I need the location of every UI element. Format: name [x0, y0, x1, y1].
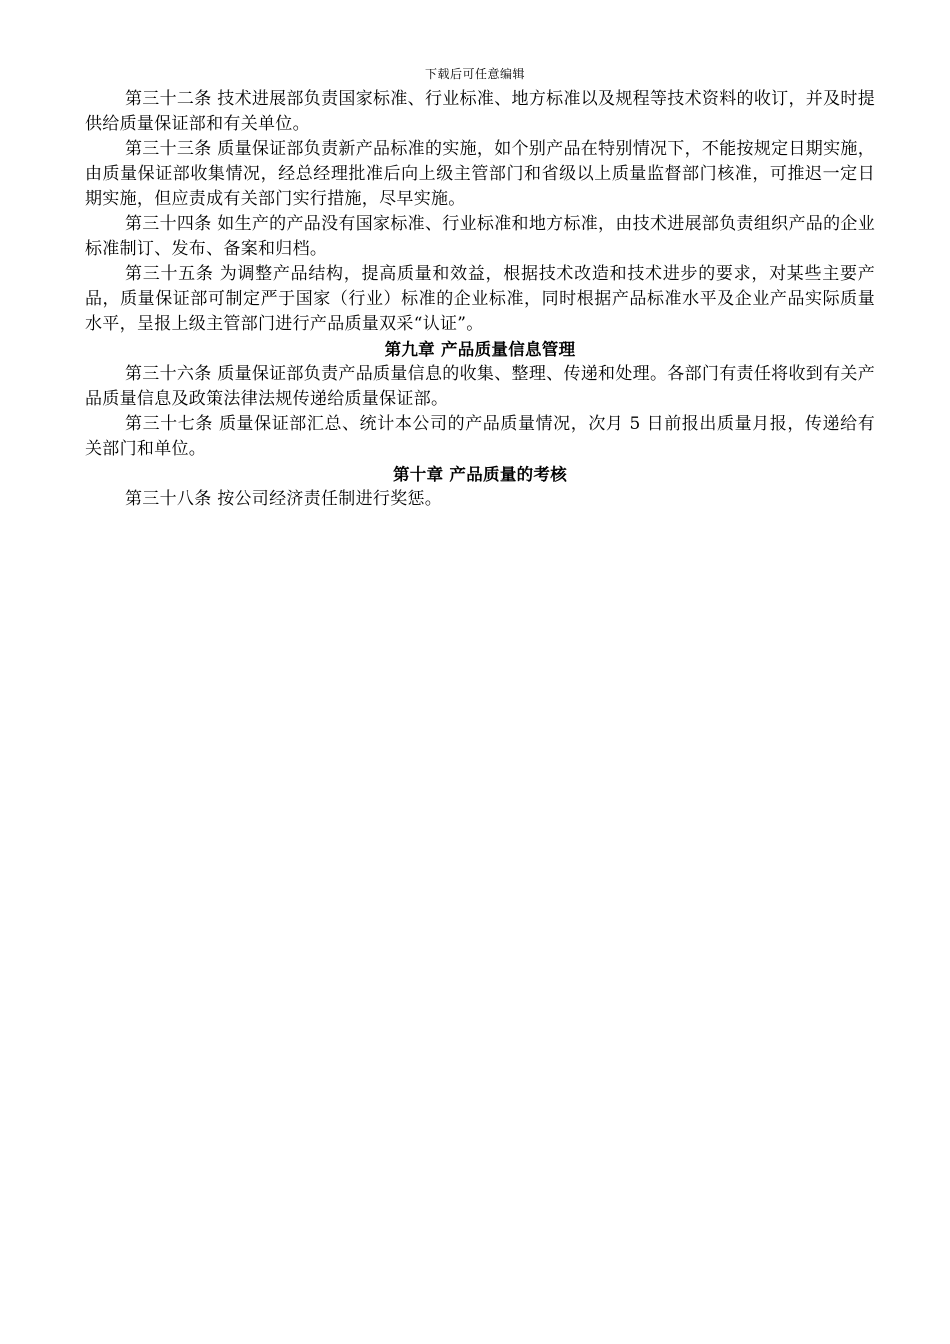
article-34: 第三十四条 如生产的产品没有国家标准、行业标准和地方标准，由技术进展部负责组织产品的企业标准制订、发布、备案和归档。 [85, 214, 875, 259]
article-35: 第三十五条 为调整产品结构，提高质量和效益，根据技术改造和技术进步的要求，对某些主要产品，质量保证部可制定严于国家（行业）标准的企业标准，同时根据产品标准水平及企业产品实际质量水平，呈报上级主管部门进行产品质量双采“认证”。 [85, 264, 875, 334]
article-38: 第三十八条 按公司经济责任制进行奖惩。 [125, 489, 443, 509]
article-36: 第三十六条 质量保证部负责产品质量信息的收集、整理、传递和处理。各部门有责任将收到有关产品质量信息及政策法律法规传递给质量保证部。 [85, 364, 875, 409]
article-37: 第三十七条 质量保证部汇总、统计本公司的产品质量情况，次月 5 日前报出质量月报，传递给有关部门和单位。 [85, 414, 875, 459]
document-body [85, 87, 875, 512]
chapter-9-heading: 第九章 产品质量信息管理 [384, 340, 576, 359]
download-edit-note: 下载后可任意编辑 [424, 67, 525, 81]
article-32: 第三十二条 技术进展部负责国家标准、行业标准、地方标准以及规程等技术资料的收订，并及时提供给质量保证部和有关单位。 [85, 89, 875, 134]
chapter-10-heading: 第十章 产品质量的考核 [392, 465, 568, 484]
article-33: 第三十三条 质量保证部负责新产品标准的实施，如个别产品在特别情况下，不能按规定日期实施，由质量保证部收集情况，经总经理批准后向上级主管部门和省级以上质量监督部门核准，可推迟一定日期实施，但应责成有关部门实行措施，尽早实施。 [85, 139, 875, 209]
